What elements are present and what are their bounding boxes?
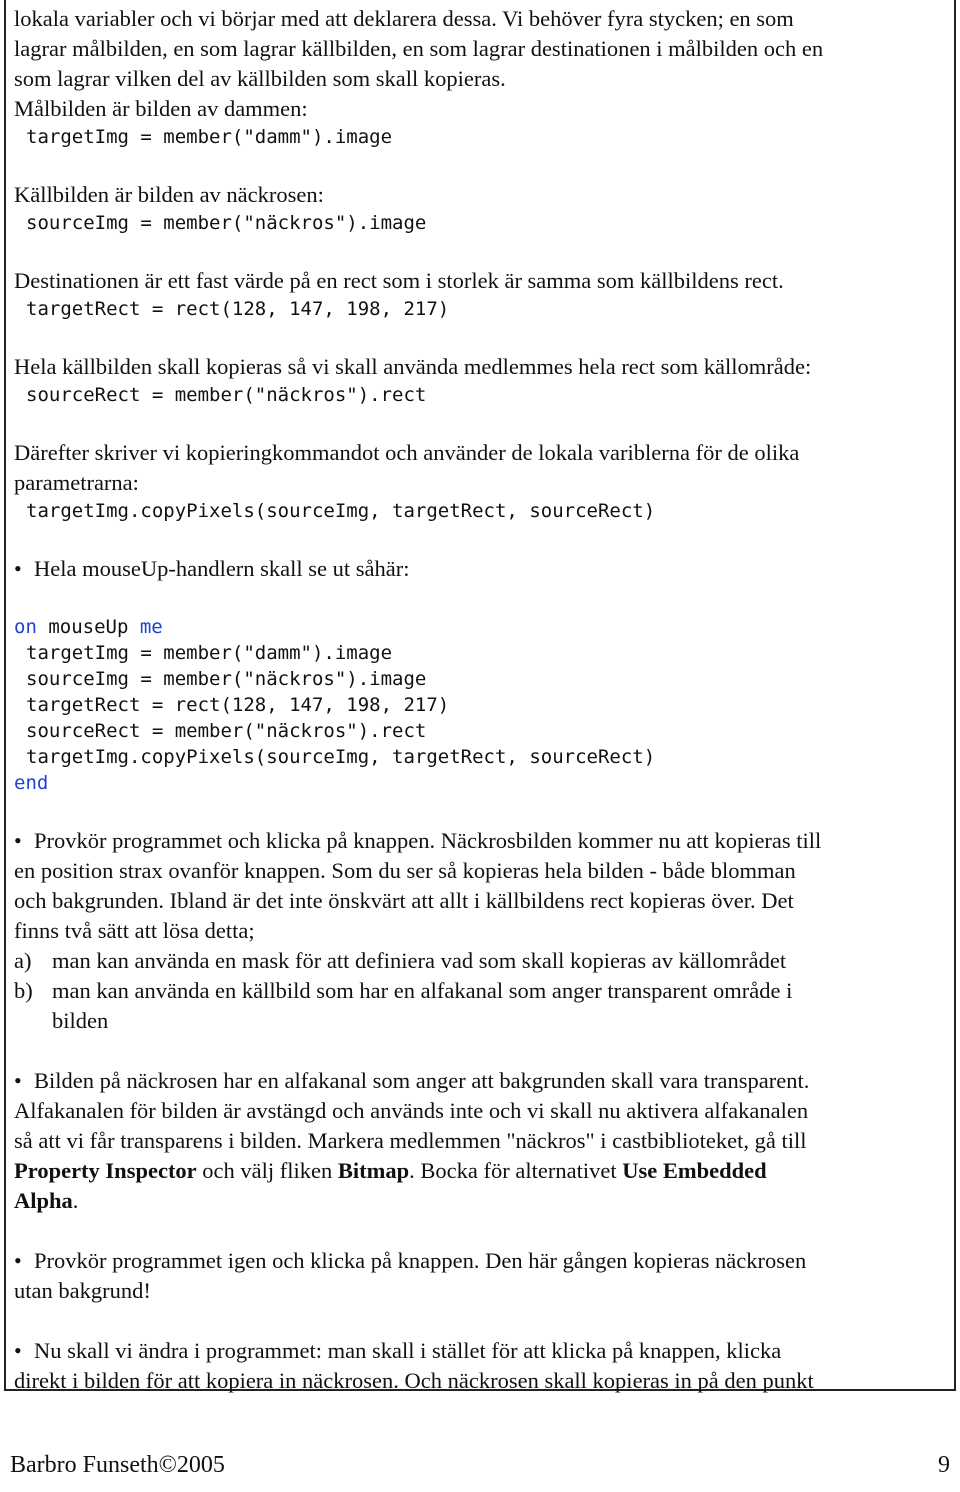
list-item-a [14,946,954,976]
paragraph-line [14,1156,954,1186]
keyword: on [14,616,37,638]
bullet-item: • Bilden på näckrosen har en alfakanal som anger att bakgrunden skall vara transparent. [14,1066,954,1096]
bold-term: Property Inspector [14,1158,197,1183]
paragraph-line: så att vi får transparens i bilden. Markera medlemmen "näckros" i castbiblioteket, gå till [14,1128,807,1153]
paragraph-line: utan bakgrund! [14,1278,151,1303]
page-footer [10,1452,950,1492]
code-line: sourceRect = member("näckros").rect [26,384,427,406]
list-marker: b) [14,978,33,1003]
keyword: me [139,616,163,638]
intro-line: som lagrar vilken del av källbilden som skall kopieras. [14,66,506,91]
paragraph-line: och bakgrunden. Ibland är det inte önskvärt att allt i källbildens rect kopieras över. Det [14,888,794,913]
text-run: och välj fliken [196,1158,338,1183]
paragraph-line: Alfakanalen för bilden är avstängd och används inte och vi skall nu aktivera alfakanalen [14,1098,809,1123]
code-line [14,614,954,640]
bullet-item: • Provkör programmet och klicka på knappen. Näckrosbilden kommer nu att kopieras till [14,826,954,856]
dest-label: Destinationen är ett fast värde på en rect som i storlek är samma som källbildens rect. [14,268,784,293]
paragraph-line [14,1186,954,1216]
code-line: targetImg = member("damm").image [26,126,393,148]
handler-name: mouseUp [36,616,140,638]
intro-line: lokala variabler och vi börjar med att deklarera dessa. Vi behöver fyra stycken; en som [14,6,794,31]
keyword: end [14,772,49,794]
code-line [14,770,954,796]
target-label: Målbilden är bilden av dammen: [14,96,308,121]
code-line: targetImg.copyPixels(sourceImg, targetRect, sourceRect) [26,746,656,768]
bold-term: Bitmap [337,1158,410,1183]
paragraph-line: direkt i bilden för att kopiera in näckrosen. Och näckrosen skall kopieras in på den punkt [14,1368,814,1393]
code-line: targetRect = rect(128, 147, 198, 217) [26,694,450,716]
whole-label: Hela källbilden skall kopieras så vi skall använda medlemmes hela rect som källområde: [14,354,812,379]
source-label: Källbilden är bilden av näckrosen: [14,182,324,207]
paragraph-line: en position strax ovanför knappen. Som du ser så kopieras hela bilden - både blomman [14,858,796,883]
bullet-item: • Provkör programmet igen och klicka på knappen. Den här gången kopieras näckrosen [14,1246,954,1276]
code-line: sourceImg = member("näckros").image [26,668,427,690]
intro-line: lagrar målbilden, en som lagrar källbilden, en som lagrar destinationen i målbilden och en [14,36,824,61]
then-line: Därefter skriver vi kopieringkommandot och använder de lokala variblerna för de olika [14,440,800,465]
footer-author: Barbro Funseth©2005 [10,1452,225,1478]
paragraph-line: finns två sätt att lösa detta; [14,918,255,943]
bullet-item: • Hela mouseUp-handlern skall se ut såhär: [14,554,954,584]
list-item-b-cont [14,1006,954,1036]
bold-term: Use Embedded [622,1158,767,1183]
list-text: bilden [52,1008,109,1033]
code-line: sourceImg = member("näckros").image [26,212,427,234]
bold-term: Alpha [14,1188,73,1213]
code-line: targetRect = rect(128, 147, 198, 217) [26,298,450,320]
code-line: sourceRect = member("näckros").rect [26,720,427,742]
bullet-item: • Nu skall vi ändra i programmet: man skall i stället för att klicka på knappen, klicka [14,1336,954,1366]
text-run: . Bocka för alternativet [409,1158,623,1183]
code-line: targetImg.copyPixels(sourceImg, targetRect, sourceRect) [26,500,656,522]
then-line: parametrarna: [14,470,139,495]
handler-code-block [14,614,954,796]
text-run: . [72,1188,79,1213]
content-frame [4,0,956,1391]
page-number: 9 [938,1452,950,1478]
code-line: targetImg = member("damm").image [26,642,393,664]
list-text: man kan använda en mask för att definiera vad som skall kopieras av källområdet [52,948,787,973]
list-text: man kan använda en källbild som har en alfakanal som anger transparent område i [52,978,793,1003]
list-marker: a) [14,948,32,973]
list-item-b [14,976,954,1006]
